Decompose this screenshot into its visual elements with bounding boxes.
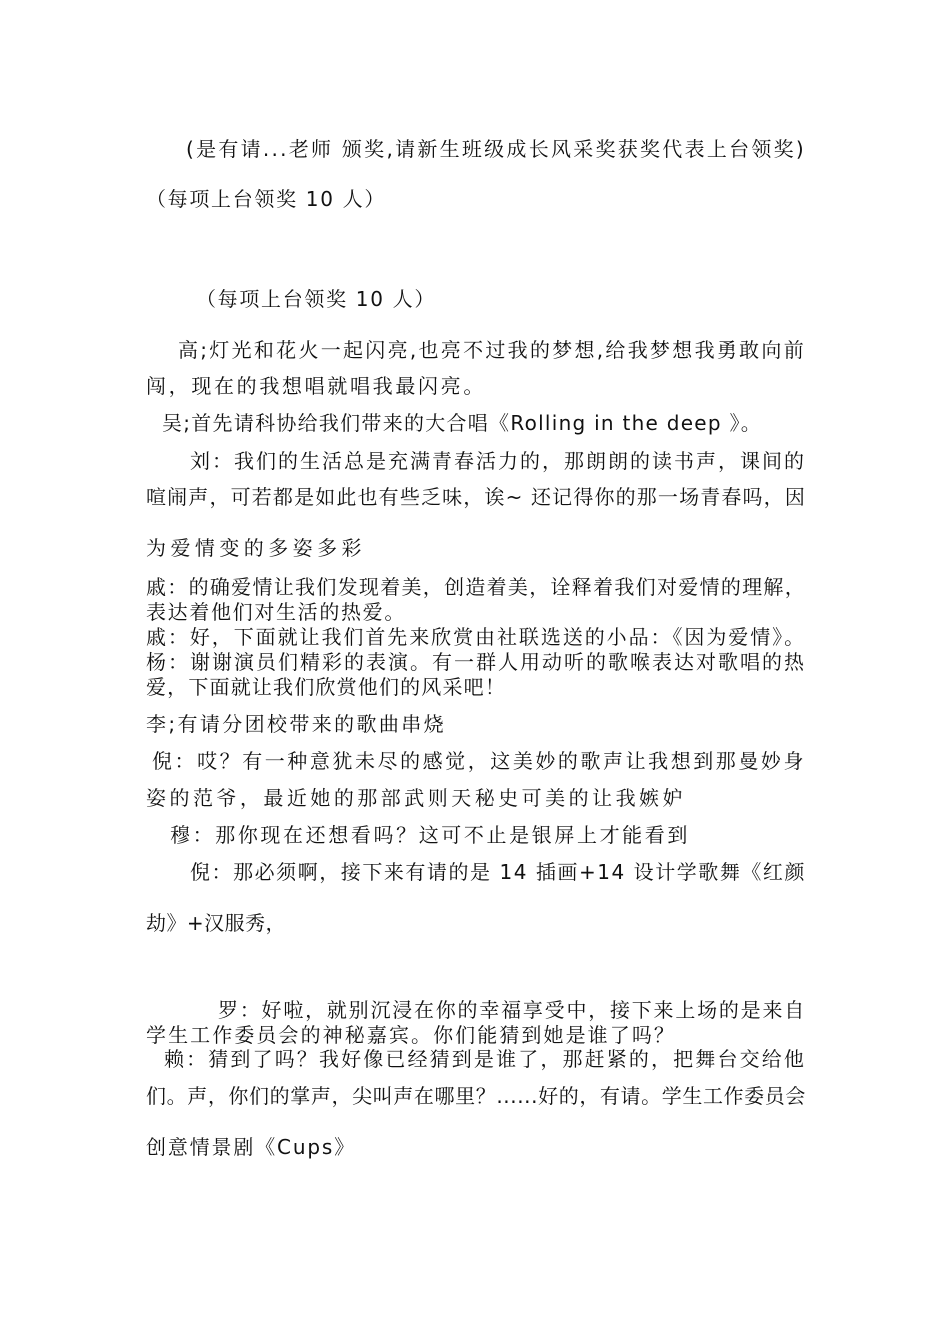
text-line: 姿的范爷，最近她的那部武则天秘史可美的让我嫉妒 bbox=[146, 786, 686, 810]
text-line: (是有请...老师 颁奖,请新生班级成长风采奖获奖代表上台领奖) bbox=[186, 137, 806, 161]
text-line: 赖：猜到了吗？我好像已经猜到是谁了，那赶紧的，把舞台交给他 bbox=[164, 1047, 806, 1071]
text-line: （每项上台领奖 10 人） bbox=[146, 187, 386, 211]
text-line: 为爱情变的多姿多彩 bbox=[146, 536, 366, 560]
text-line: 刘：我们的生活总是充满青春活力的，那朗朗的读书声，课间的 bbox=[190, 449, 806, 473]
text-line: 倪：哎？有一种意犹未尽的感觉，这美妙的歌声让我想到那曼妙身 bbox=[152, 749, 806, 773]
text-line: 闯，现在的我想唱就唱我最闪亮。 bbox=[146, 374, 486, 398]
text-line: 罗：好啦，就别沉浸在你的幸福享受中，接下来上场的是来自 bbox=[218, 998, 806, 1022]
text-line: 戚：好，下面就让我们首先来欣赏由社联选送的小品：《因为爱情》。 bbox=[146, 625, 806, 649]
text-line: 喧闹声，可若都是如此也有些乏味，诶~ 还记得你的那一场青春吗，因 bbox=[146, 485, 806, 509]
text-line: 穆：那你现在还想看吗？这可不止是银屏上才能看到 bbox=[170, 823, 690, 847]
text-line: 倪：那必须啊，接下来有请的是 14 插画+14 设计学歌舞《红颜 bbox=[190, 860, 806, 884]
text-line: 杨：谢谢演员们精彩的表演。有一群人用动听的歌喉表达对歌唱的热 bbox=[146, 650, 806, 674]
text-line: 们。声，你们的掌声，尖叫声在哪里？......好的，有请。学生工作委员会 bbox=[146, 1084, 806, 1108]
text-line: （每项上台领奖 10 人） bbox=[196, 287, 436, 311]
text-line: 表达着他们对生活的热爱。 bbox=[146, 600, 406, 624]
text-line: 爱，下面就让我们欣赏他们的风采吧！ bbox=[146, 675, 506, 699]
text-line: 戚：的确爱情让我们发现着美，创造着美，诠释着我们对爱情的理解， bbox=[146, 575, 806, 599]
text-line: 劫》+汉服秀， bbox=[146, 911, 286, 935]
text-line: 高;灯光和花火一起闪亮,也亮不过我的梦想,给我梦想我勇敢向前 bbox=[178, 338, 806, 362]
text-line: 吴;首先请科协给我们带来的大合唱《Rolling in the deep 》。 bbox=[162, 411, 762, 435]
text-line: 学生工作委员会的神秘嘉宾。你们能猜到她是谁了吗？ bbox=[146, 1023, 676, 1047]
text-line: 创意情景剧《Cups》 bbox=[146, 1135, 356, 1159]
text-line: 李;有请分团校带来的歌曲串烧 bbox=[146, 712, 446, 736]
